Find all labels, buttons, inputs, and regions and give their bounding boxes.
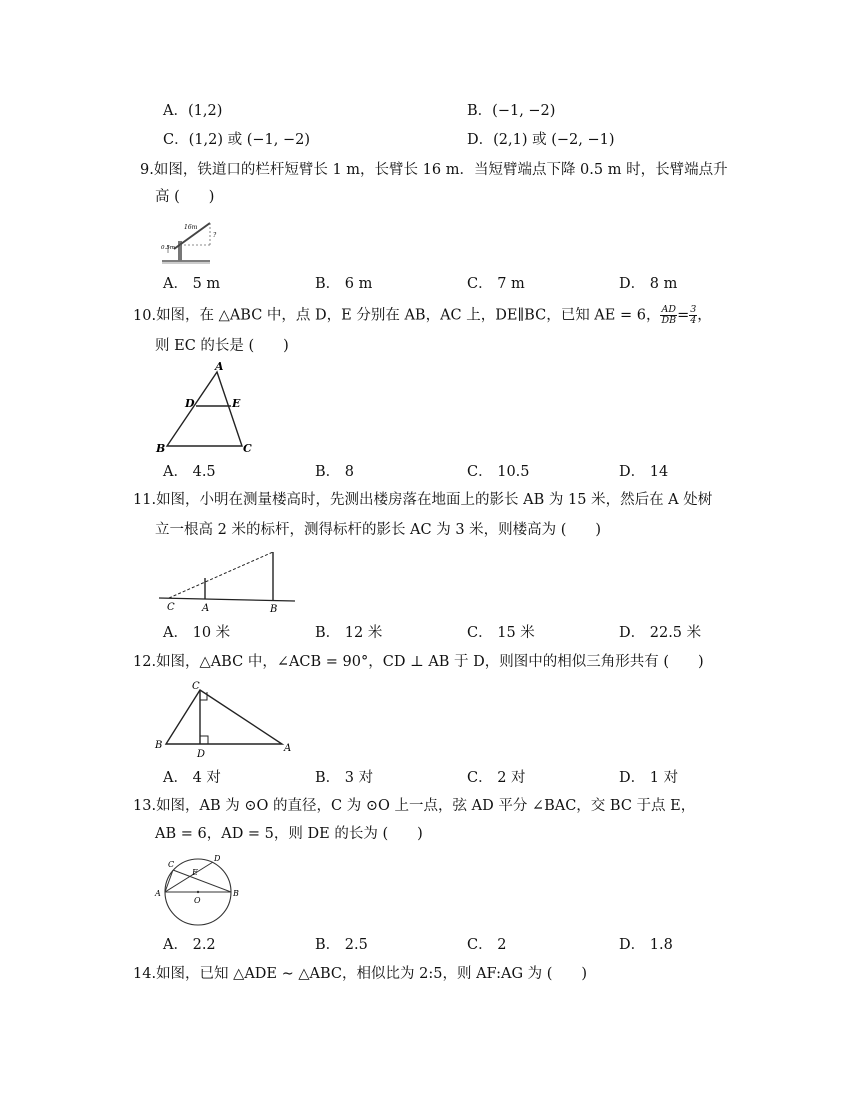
- q12-figure: [152, 680, 297, 766]
- q9-stem-line1: 9.如图，铁道口的栏杆短臂长 1 m，长臂长 16 m．当短臂端点下降 0.5 m 时，长臂端点升: [140, 162, 728, 178]
- svg-text:B: B: [155, 740, 163, 751]
- q12-option-c: C． 2 对: [467, 770, 526, 786]
- q12-option-d: D． 1 对: [619, 770, 679, 786]
- q11-option-d: D． 22.5 米: [619, 625, 702, 641]
- q10-stem-line1: 10.如图，在 △ABC 中，点 D，E 分别在 AB，AC 上，DE∥BC，已知 AE = 6， $\frac{AD}{DB}$ = $\frac{3}{4}$ ，: [133, 304, 712, 326]
- q10-option-a: A． 4.5: [163, 464, 216, 480]
- q9-option-c: C． 7 m: [467, 276, 525, 292]
- q8-option-a: A．(1,2): [163, 103, 223, 119]
- q10-option-d: D． 14: [619, 464, 669, 480]
- q10-stem-line2: 则 EC 的长是 ( ): [155, 338, 289, 354]
- q10-fraction-3-4: $\frac{3}{4}$: [690, 304, 697, 326]
- svg-text:A: A: [202, 603, 210, 614]
- svg-text:A: A: [155, 889, 161, 898]
- q12-option-a: A． 4 对: [163, 770, 221, 786]
- q10-option-c: C． 10.5: [467, 464, 530, 480]
- q8-option-d: D．(2,1) 或 (−2, −1): [467, 132, 615, 148]
- q13-option-b: B． 2.5: [315, 937, 368, 953]
- svg-text:B: B: [270, 604, 278, 614]
- q9-option-d: D． 8 m: [619, 276, 678, 292]
- q11-figure: [155, 548, 300, 618]
- q9-option-a: A． 5 m: [163, 276, 221, 292]
- q11-stem-line2: 立一根高 2 米的标杆，测得标杆的影长 AC 为 3 米，则楼高为 ( ): [155, 522, 602, 538]
- svg-text:E: E: [192, 868, 198, 877]
- q11-option-b: B． 12 米: [315, 625, 383, 641]
- svg-text:O: O: [194, 896, 201, 905]
- svg-text:D: D: [214, 854, 221, 863]
- q9-figure: [160, 215, 230, 269]
- svg-text:C: C: [192, 681, 200, 692]
- q12-stem-line1: 12.如图，△ABC 中，∠ACB = 90°，CD ⊥ AB 于 D，则图中的相似三角形共有 ( ): [133, 654, 704, 670]
- q10-option-b: B． 8: [315, 464, 354, 480]
- svg-text:B: B: [233, 889, 239, 898]
- q11-option-c: C． 15 米: [467, 625, 535, 641]
- q10-figure: [152, 360, 262, 460]
- q13-option-d: D． 1.8: [619, 937, 673, 953]
- svg-text:A: A: [215, 360, 224, 373]
- svg-text:B: B: [156, 442, 166, 455]
- svg-text:D: D: [197, 749, 206, 760]
- q10-fraction-ad-db: $\frac{AD}{DB}$: [661, 304, 677, 326]
- svg-text:C: C: [167, 602, 175, 613]
- q8-option-c: C．(1,2) 或 (−1, −2): [163, 132, 310, 148]
- q13-stem-line1: 13.如图，AB 为 ⊙O 的直径，C 为 ⊙O 上一点，弦 AD 平分 ∠BAC，交 BC 于点 E，: [133, 798, 696, 814]
- q9-figure-short-label: 0.5m: [161, 245, 175, 251]
- q12-option-b: B． 3 对: [315, 770, 374, 786]
- q11-option-a: A． 10 米: [163, 625, 231, 641]
- svg-text:D: D: [185, 397, 195, 410]
- q13-option-c: C． 2: [467, 937, 507, 953]
- q9-figure-question-label: ?: [213, 232, 217, 239]
- q9-option-b: B． 6 m: [315, 276, 373, 292]
- q11-stem-line1: 11.如图，小明在测量楼高时，先测出楼房落在地面上的影长 AB 为 15 米，然后在 A 处树: [133, 492, 713, 508]
- q13-figure: [152, 850, 244, 936]
- svg-text:C: C: [243, 442, 252, 455]
- q9-stem-line2: 高 ( ): [155, 189, 215, 205]
- q13-stem-line2: AB = 6，AD = 5，则 DE 的长为 ( ): [155, 826, 423, 842]
- svg-text:E: E: [232, 397, 241, 410]
- q13-option-a: A． 2.2: [163, 937, 216, 953]
- svg-text:C: C: [168, 860, 175, 869]
- svg-text:A: A: [284, 743, 292, 754]
- q9-figure-long-label: 16m: [184, 224, 198, 231]
- q14-stem-line1: 14.如图，已知 △ADE ∼ △ABC，相似比为 2:5，则 AF:AG 为 ( ): [133, 966, 588, 982]
- q8-option-b: B．(−1, −2): [467, 103, 556, 119]
